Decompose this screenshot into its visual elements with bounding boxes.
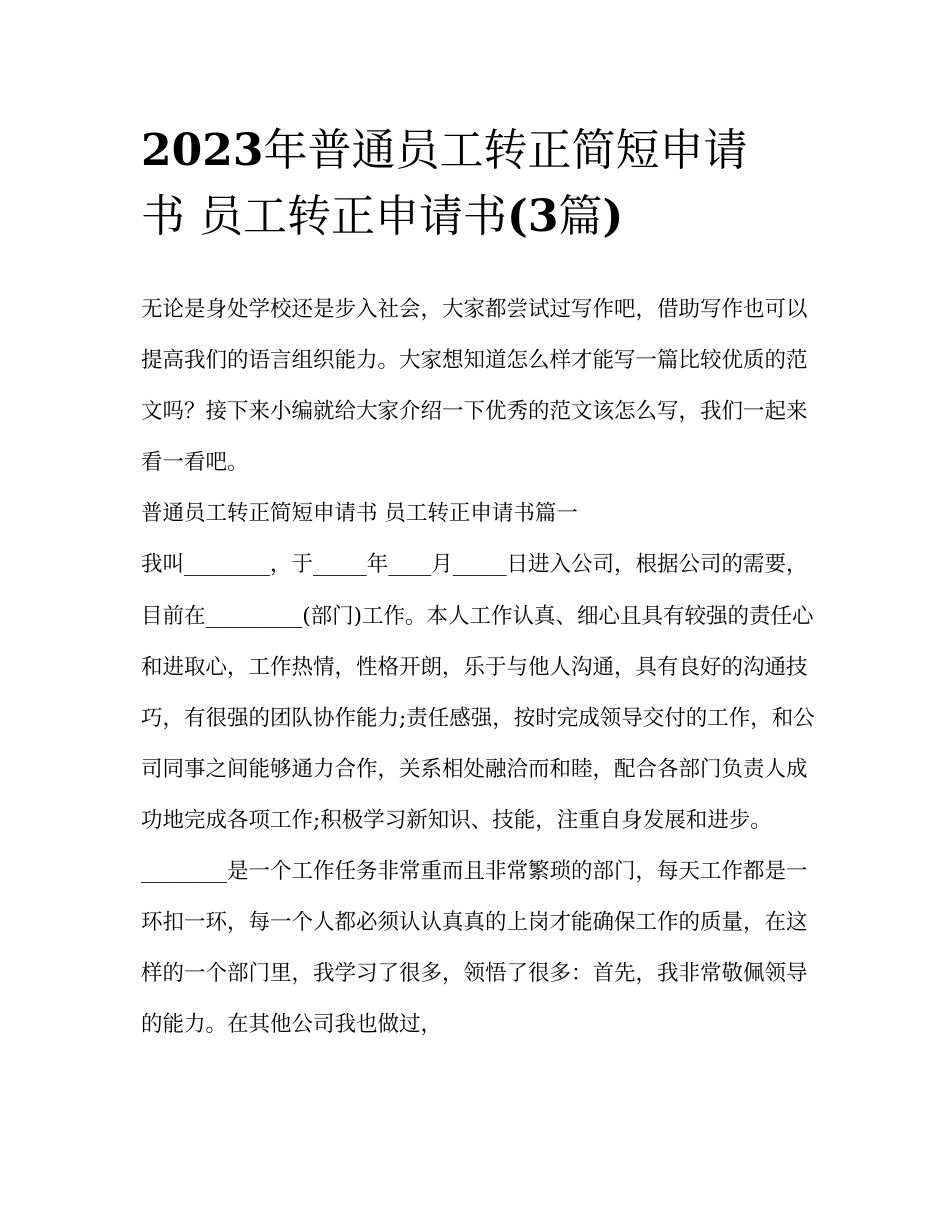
- title-line1-text: 年普通员工转正简短申请: [263, 125, 748, 176]
- intro-paragraph: 无论是身处学校还是步入社会，大家都尝试过写作吧，借助写作也可以提高我们的语言组织能力。大家想知道怎么样才能写一篇比较优质的范文吗？接下来小编就给大家介绍一下优秀的范文该怎么写，我们一起来看一看吧。: [141, 297, 808, 476]
- title-year: 2023: [141, 125, 264, 176]
- document-body: [141, 284, 821, 1050]
- title-count-unit: 篇: [558, 191, 603, 242]
- section-heading: 普通员工转正简短申请书 员工转正申请书篇一: [141, 501, 578, 527]
- body-paragraph-2: ________是一个工作任务非常重而且非常繁琐的部门，每天工作都是一环扣一环，每一个人都必须认认真真的上岗才能确保工作的质量，在这样的一个部门里，我学习了很多，领悟了很多：首先，我非常敬佩领导的能力。在其他公司我也做过，: [141, 859, 808, 1038]
- body-paragraph-1: 我叫________，于_____年____月_____日进入公司，根据公司的需要，目前在_________(部门)工作。本人工作认真、细心且具有较强的责任心和进取心，工作热情，性格开朗，乐于与他人沟通，具有良好的沟通技巧，有很强的团队协作能力;责任感强，按时完成领导交付的工作，和公司同事之间能够通力合作，关系相处融洽而和睦，配合各部门负责人成功地完成各项工作;积极学习新知识、技能，注重自身发展和进步。: [141, 552, 815, 833]
- title-count-close: ): [602, 191, 624, 242]
- title-line2-text: 书 员工转正申请书: [141, 191, 507, 242]
- title-count-open: (3: [507, 191, 559, 242]
- document-title: [141, 118, 821, 250]
